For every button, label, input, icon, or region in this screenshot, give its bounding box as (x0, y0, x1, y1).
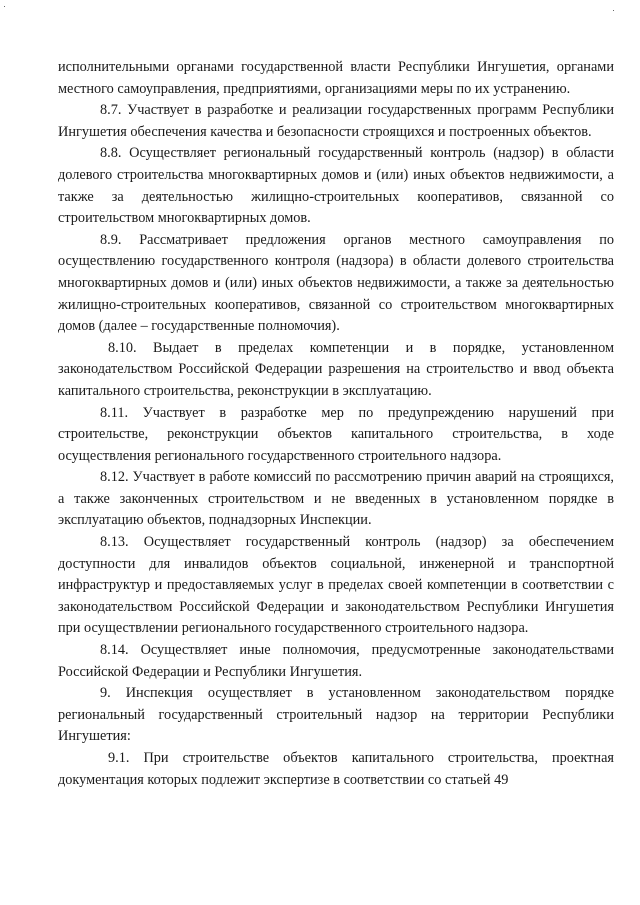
paragraph-8-10: 8.10. Выдает в пределах компетенции и в порядке, установленном законодательством Российской Федерации разрешения на строительство и ввод объекта капитального строительства, реконструкции в эксплуатацию. (58, 339, 614, 399)
paragraph-8-12: 8.12. Участвует в работе комиссий по рассмотрению причин аварий на строящихся, а также законченных строительством и не введенных в установленном порядке в эксплуатацию объектов, поднадзорных Инспекции. (58, 469, 614, 529)
paragraph-8-14: 8.14. Осуществляет иные полномочия, предусмотренные законодательствами Российской Федерации и Республики Ингушетия. (58, 642, 614, 680)
paragraph-8-13: 8.13. Осуществляет государственный контроль (надзор) за обеспечением доступности для инвалидов объектов социальной, инженерной и транспортной инфраструктур и предоставляемых услуг в пределах своей компетенции в соответствии с законодательством Российской Федерации и законодательством Республики Ингушетия при осуществлении регионального государственного строительного надзора. (58, 534, 614, 637)
paragraph-8-8: 8.8. Осуществляет региональный государственный контроль (надзор) в области долевого строительства многоквартирных домов и (или) иных объектов недвижимости, а также за деятельностью жилищно-строительных кооперативов, связанной со строительством многоквартирных домов. (58, 145, 614, 227)
scan-speck (613, 10, 614, 11)
document-body (58, 57, 614, 791)
paragraph-9: 9. Инспекция осуществляет в установленном законодательством порядке региональный государственный строительный надзор на территории Республики Ингушетия: (58, 685, 614, 745)
scan-speck (4, 6, 5, 7)
paragraph-8-11: 8.11. Участвует в разработке мер по предупреждению нарушений при строительстве, реконструкции объектов капитального строительства, в ходе осуществления регионального государственного строительного надзора. (58, 404, 614, 464)
paragraph-8-9: 8.9. Рассматривает предложения органов местного самоуправления по осуществлению государственного контроля (надзора) в области долевого строительства многоквартирных домов и (или) иных объектов недвижимости, а также за деятельностью жилищно-строительных кооперативов, связанной со строительством многоквартирных домов (далее – государственные полномочия). (58, 231, 614, 335)
paragraph-continuation: исполнительными органами государственной власти Республики Ингушетия, органами местного самоуправления, предприятиями, организациями меры по их устранению. (58, 59, 614, 97)
paragraph-9-1: 9.1. При строительстве объектов капитального строительства, проектная документация которых подлежит экспертизе в соответствии со статьей 49 (58, 750, 614, 788)
paragraph-8-7: 8.7. Участвует в разработке и реализации государственных программ Республики Ингушетия обеспечения качества и безопасности строящихся и построенных объектов. (58, 102, 614, 140)
